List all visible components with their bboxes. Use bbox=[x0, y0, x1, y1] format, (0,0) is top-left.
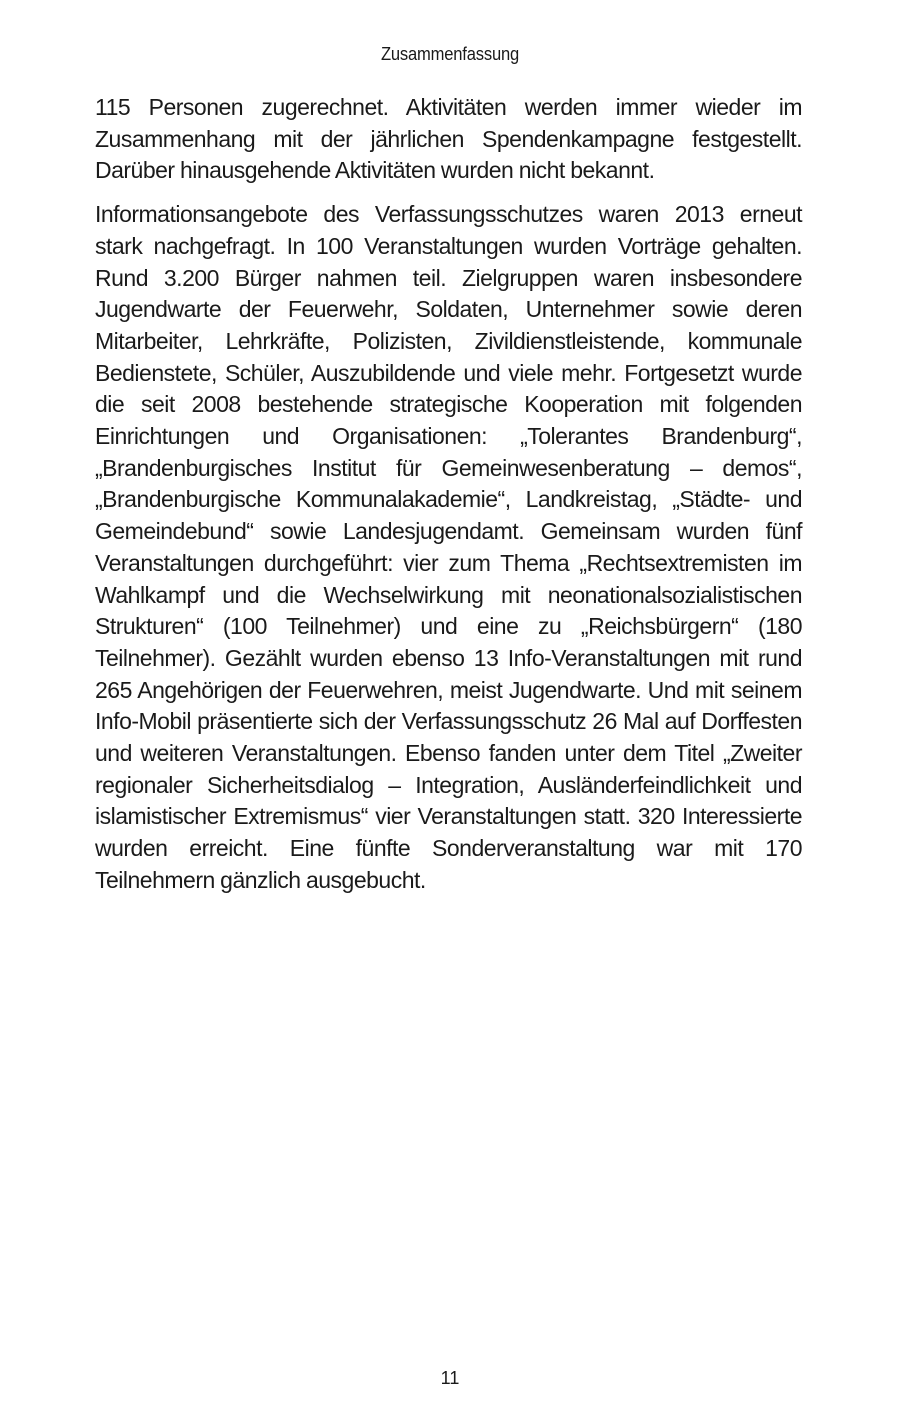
running-header: Zusammenfassung bbox=[380, 44, 520, 64]
page-number: 11 bbox=[440, 1368, 460, 1388]
page-body bbox=[95, 92, 802, 909]
paragraph-1: 115 Personen zugerechnet. Aktivitäten werden immer wieder im Zusammenhang mit der jährlichen Spendenkampagne festgestellt. Darüber hinausgehende Aktivitäten wurden nicht bekannt. bbox=[95, 94, 802, 184]
paragraph-2: Informationsangebote des Verfassungsschutzes waren 2013 erneut stark nachgefragt. In 100 Veranstaltungen wurden Vorträge gehalten. Rund 3.200 Bürger nahmen teil. Zielgruppen waren insbesondere Jugendwarte der Feuerwehr, Soldaten, Unternehmer sowie deren Mitarbeiter, Lehrkräfte, Polizisten, Zivildienstleistende, kommunale Bedienstete, Schüler, Auszubildende und viele mehr. Fortgesetzt wurde die seit 2008 bestehende strategische Kooperation mit folgenden Einrichtungen und Organisationen: „Tolerantes Brandenburg“, „Brandenburgisches Institut für Gemeinwesenberatung – demos“, „Brandenburgische Kommunalakademie“, Landkreistag, „Städte- und Gemeindebund“ sowie Landesjugendamt. Gemeinsam wurden fünf Veranstaltungen durchgeführt: vier zum Thema „Rechtsextremisten im Wahlkampf und die Wechselwirkung mit neonationalsozialistischen Strukturen“ (100 Teilnehmer) und eine zu „Reichsbürgern“ (180 Teilnehmer). Gezählt wurden ebenso 13 Info-Veranstaltungen mit rund 265 Angehörigen der Feuerwehren, meist Jugendwarte. Und mit seinem Info-Mobil präsentierte sich der Verfassungsschutz 26 Mal auf Dorffesten und weiteren Veranstaltungen. Ebenso fanden unter dem Titel „Zweiter regionaler Sicherheitsdialog – Integration, Ausländerfeindlichkeit und islamistischer Extremismus“ vier Veranstaltungen statt. 320 Interessierte wurden erreicht. Eine fünfte Sonderveranstaltung war mit 170 Teilnehmern gänzlich ausgebucht. bbox=[95, 201, 802, 893]
